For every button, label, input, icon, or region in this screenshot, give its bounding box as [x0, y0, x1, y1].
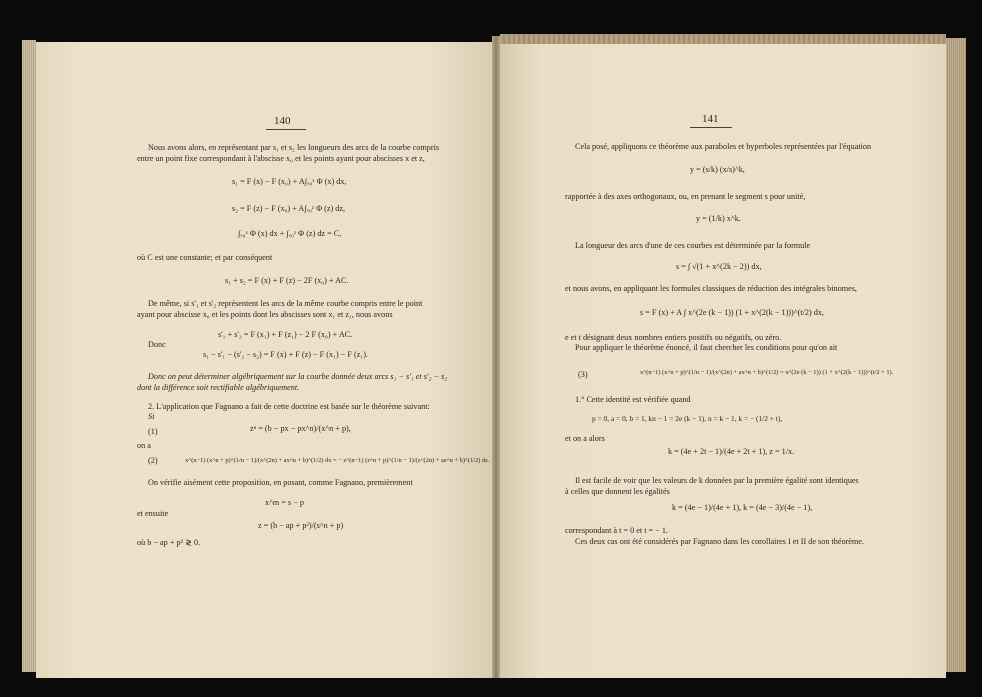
book-gutter [492, 36, 500, 678]
text-line: 1.° Cette identité est vérifiée quand [575, 395, 691, 404]
equation: zⁿ = (b − px − px^n)/(x^n + p), [250, 424, 351, 433]
equation: x^m = s − p [265, 498, 305, 507]
text-line: Pour appliquer le théorème énoncé, il faut chercher les conditions pour qu'on ait [575, 343, 838, 352]
text-line: Donc [148, 340, 166, 349]
page-edges-left [22, 40, 36, 672]
equation-label: (2) [148, 456, 158, 465]
text-line: De même, si s'₁ et s'₂ représentent les arcs de la même courbe compris entre le point [148, 299, 423, 308]
text-line: La longueur des arcs d'une de ces courbes est déterminée par la formule [575, 241, 811, 250]
equation: p = 0, a = 0, b = 1, kn − 1 = 2e (k − 1), n = k − 1, k = − (1/2 + t), [592, 414, 783, 423]
left-page [36, 42, 495, 678]
equation: ∫ₓ₀ˣ Φ (x) dx + ∫ₓ₀ᶻ Φ (z) dz = C, [238, 229, 342, 238]
text-line: entre un point fixe correspondant à l'abscisse x₀ et les points ayant pour abscisses x et z, [137, 154, 425, 163]
text-line: dont la différence soit rectifiable algébriquement. [137, 383, 300, 392]
text-line: et ensuite [137, 509, 169, 518]
text-line: et nous avons, en appliquant les formules classiques de réduction des intégrales binomes, [565, 284, 857, 293]
text-line: Donc on peut déterminer algébriquement sur la courbe donnée deux arcs s₁ − s'₁ et s'₂ − s₂ [148, 372, 448, 381]
equation-label: (3) [578, 370, 588, 379]
equation: k = (4e − 1)/(4e + 1), k = (4e − 3)/(4e − 1), [672, 503, 813, 512]
equation: s = ∫ √(1 + x^(2k − 2)) dx, [676, 262, 762, 271]
equation: x^(n−1) (x^n + p)^(1/n − 1)/(x^(2n) + ax^n + b)^(1/2) dx = − z^(n−1) (z^n + p)^(1/n − 1)/(z^(2n) + az^n + b)^(1/2) dz. [185, 457, 490, 464]
equation: s₂ = F (z) − F (x₀) + A∫ₓ₀ᶻ Φ (z) dz, [232, 204, 346, 213]
equation: x^(n−1) (x^n + p)^(1/n − 1)/(x^(2n) + ax^n + b)^(1/2) = x^(2e (k − 1)) (1 + x^(2(k − 1)))^(t/2 + 1). [640, 369, 894, 376]
text-line: Il est facile de voir que les valeurs de k données par la première égalité sont identiques [575, 476, 859, 485]
text-line: on a [137, 441, 151, 450]
equation: k = (4e + 2t − 1)/(4e + 2t + 1), z = 1/x. [668, 447, 795, 456]
text-line: rapportée à des axes orthogonaux, ou, en prenant le segment s pour unité, [565, 192, 806, 201]
text-line: correspondant à t = 0 et t = − 1. [565, 526, 668, 535]
page-number-rule [690, 127, 732, 128]
text-line: à celles que donnent les égalités [565, 487, 670, 496]
equation: y = (1/k) x^k. [696, 214, 741, 223]
page-top-edge [500, 34, 946, 44]
equation: s₁ − s'₁ − (s'₂ − s₂) = F (x) + F (z) − F (x₁) − F (z₁). [203, 350, 368, 359]
equation: s₁ = F (x) − F (x₀) + A∫ₓ₀ˣ Φ (x) dx, [232, 177, 347, 186]
text-line: où C est une constante; et par conséquent [137, 253, 273, 262]
text-line: e et t désignant deux nombres entiers positifs ou négatifs, ou zéro. [565, 333, 782, 342]
page-number: 140 [274, 115, 291, 127]
text-line: 2. L'application que Fagnano a fait de cette doctrine est basée sur le théorème suivant: [148, 402, 430, 411]
page-number-rule [266, 129, 306, 130]
text-line: et on a alors [565, 434, 605, 443]
right-page [498, 36, 946, 678]
text-line: Cela posé, appliquons ce théorème aux paraboles et hyperboles représentées par l'équation [575, 142, 872, 151]
text-line: Nous avons alors, en représentant par s₁ et s₂ les longueurs des arcs de la courbe compris [148, 143, 440, 152]
equation: y = (s/k) (x/s)^k, [690, 165, 745, 174]
equation: s'₁ + s'₂ = F (x₁) + F (z₁) − 2 F (x₀) + AC. [218, 330, 353, 339]
text-line: ayant pour abscisse x₀ et les points dont les abscisses sont x₁ et z₁, nous avons [137, 310, 393, 319]
equation: s₁ + s₂ = F (x) + F (z) − 2F (x₀) + AC. [225, 276, 349, 285]
text-line: où b − ap + p² ≷ 0. [137, 538, 201, 547]
page-edges-right [944, 38, 966, 672]
text-line: On vérifie aisément cette proposition, en posant, comme Fagnano, premièrement [148, 478, 413, 487]
text-line: Si [148, 412, 155, 421]
equation-label: (1) [148, 427, 158, 436]
text-line: Ces deux cas ont été considérés par Fagnano dans les corollaires I et II de son théorème. [575, 537, 864, 546]
equation: z = (b − ap + p²)/(s^n + p) [258, 521, 344, 530]
page-number: 141 [702, 113, 719, 125]
equation: s = F (x) + A ∫ x^(2e (k − 1)) (1 + x^(2(k − 1)))^(t/2) dx, [640, 308, 824, 317]
